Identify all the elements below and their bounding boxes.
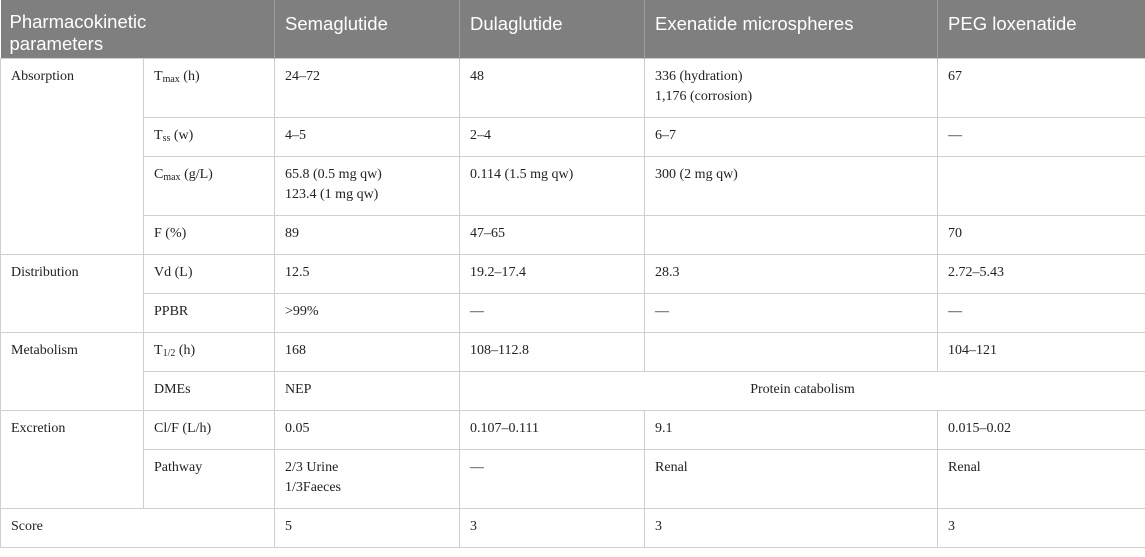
- table-row-dmes: [1, 371, 1145, 410]
- table-header: [1, 0, 1145, 58]
- header-semaglutide: Semaglutide: [275, 0, 460, 58]
- cell-tmax-exenatide: [645, 58, 938, 117]
- cell-vd-exenatide: 28.3: [645, 254, 938, 293]
- cell-cmax-dulaglutide: 0.114 (1.5 mg qw): [460, 156, 645, 215]
- cell-f-semaglutide: 89: [275, 215, 460, 254]
- cell-tmax-semaglutide: 24–72: [275, 58, 460, 117]
- table-row-pathway: [1, 449, 1145, 508]
- table-row-clf: [1, 410, 1145, 449]
- param-tmax-tail: (h): [179, 68, 200, 84]
- header-parameters-line1: Pharmacokinetic: [9, 11, 147, 32]
- cell-tss-semaglutide: 4–5: [275, 117, 460, 156]
- table-row-tmax: [1, 58, 1145, 117]
- category-absorption: Absorption: [1, 58, 144, 254]
- header-parameters-line2: parameters: [9, 33, 104, 54]
- cell-score-semaglutide: 5: [275, 508, 460, 547]
- cell-clf-dulaglutide: 0.107–0.111: [460, 410, 645, 449]
- header-dulaglutide: Dulaglutide: [460, 0, 645, 58]
- header-exenatide: Exenatide microspheres: [645, 0, 938, 58]
- cell-pathway-semaglutide-line2: 1/3Faeces: [285, 479, 341, 495]
- cell-dmes-semaglutide: NEP: [275, 371, 460, 410]
- cell-pathway-dulaglutide: —: [460, 449, 645, 508]
- table-body: [1, 58, 1145, 547]
- cell-f-exenatide: [645, 215, 938, 254]
- cell-cmax-semaglutide: [275, 156, 460, 215]
- header-parameters: [1, 0, 275, 58]
- param-cmax-sub: max: [163, 171, 181, 183]
- cell-score-dulaglutide: 3: [460, 508, 645, 547]
- cell-pathway-semaglutide-line1: 2/3 Urine: [285, 459, 339, 475]
- table-row-ppbr: [1, 293, 1145, 332]
- cell-ppbr-semaglutide: >99%: [275, 293, 460, 332]
- cell-ppbr-dulaglutide: —: [460, 293, 645, 332]
- param-ppbr: PPBR: [144, 293, 275, 332]
- cell-tss-peg: —: [938, 117, 1145, 156]
- cell-tmax-exenatide-line1: 336 (hydration): [655, 68, 743, 84]
- cell-f-peg: 70: [938, 215, 1145, 254]
- param-tss-tail: (w): [170, 127, 194, 143]
- cell-tss-exenatide: 6–7: [645, 117, 938, 156]
- cell-cmax-exenatide: 300 (2 mg qw): [645, 156, 938, 215]
- param-tss: [144, 117, 275, 156]
- cell-thalf-semaglutide: 168: [275, 332, 460, 371]
- table-row-vd: [1, 254, 1145, 293]
- param-tss-sub: ss: [162, 132, 171, 144]
- cell-pathway-exenatide: Renal: [645, 449, 938, 508]
- category-excretion: Excretion: [1, 410, 144, 508]
- category-distribution: Distribution: [1, 254, 144, 332]
- param-cmax-main: C: [154, 166, 164, 182]
- cell-thalf-exenatide: [645, 332, 938, 371]
- cell-pathway-semaglutide: [275, 449, 460, 508]
- cell-clf-exenatide: 9.1: [645, 410, 938, 449]
- score-label: Score: [1, 508, 275, 547]
- header-row: [1, 0, 1145, 58]
- param-cmax-tail: (g/L): [180, 166, 213, 182]
- param-clf: Cl/F (L/h): [144, 410, 275, 449]
- param-vd: Vd (L): [144, 254, 275, 293]
- cell-cmax-semaglutide-line2: 123.4 (1 mg qw): [285, 186, 379, 202]
- cell-tss-dulaglutide: 2–4: [460, 117, 645, 156]
- cell-ppbr-exenatide: —: [645, 293, 938, 332]
- param-f: F (%): [144, 215, 275, 254]
- category-metabolism: Metabolism: [1, 332, 144, 410]
- param-thalf: [144, 332, 275, 371]
- cell-score-exenatide: 3: [645, 508, 938, 547]
- cell-tmax-exenatide-line2: 1,176 (corrosion): [655, 88, 753, 104]
- cell-f-dulaglutide: 47–65: [460, 215, 645, 254]
- cell-cmax-semaglutide-line1: 65.8 (0.5 mg qw): [285, 166, 382, 182]
- cell-dmes-merged: Protein catabolism: [460, 371, 1145, 410]
- cell-score-peg: 3: [938, 508, 1145, 547]
- param-tmax: [144, 58, 275, 117]
- table-row-cmax: [1, 156, 1145, 215]
- table-row-thalf: [1, 332, 1145, 371]
- cell-vd-dulaglutide: 19.2–17.4: [460, 254, 645, 293]
- param-tmax-main: T: [154, 68, 163, 84]
- cell-vd-semaglutide: 12.5: [275, 254, 460, 293]
- cell-clf-semaglutide: 0.05: [275, 410, 460, 449]
- cell-thalf-dulaglutide: 108–112.8: [460, 332, 645, 371]
- cell-vd-peg: 2.72–5.43: [938, 254, 1145, 293]
- cell-pathway-peg: Renal: [938, 449, 1145, 508]
- param-tmax-sub: max: [162, 73, 180, 85]
- header-peg-loxenatide: PEG loxenatide: [938, 0, 1145, 58]
- param-dmes: DMEs: [144, 371, 275, 410]
- cell-ppbr-peg: —: [938, 293, 1145, 332]
- param-pathway: Pathway: [144, 449, 275, 508]
- param-thalf-tail: (h): [175, 342, 196, 358]
- cell-cmax-peg: [938, 156, 1145, 215]
- cell-tmax-dulaglutide: 48: [460, 58, 645, 117]
- cell-thalf-peg: 104–121: [938, 332, 1145, 371]
- param-thalf-main: T: [154, 342, 163, 358]
- table-row-f: [1, 215, 1145, 254]
- cell-tmax-peg: 67: [938, 58, 1145, 117]
- param-tss-main: T: [154, 127, 163, 143]
- cell-clf-peg: 0.015–0.02: [938, 410, 1145, 449]
- table-row-tss: [1, 117, 1145, 156]
- param-cmax: [144, 156, 275, 215]
- param-thalf-sub: 1/2: [162, 347, 176, 359]
- table-row-score: [1, 508, 1145, 547]
